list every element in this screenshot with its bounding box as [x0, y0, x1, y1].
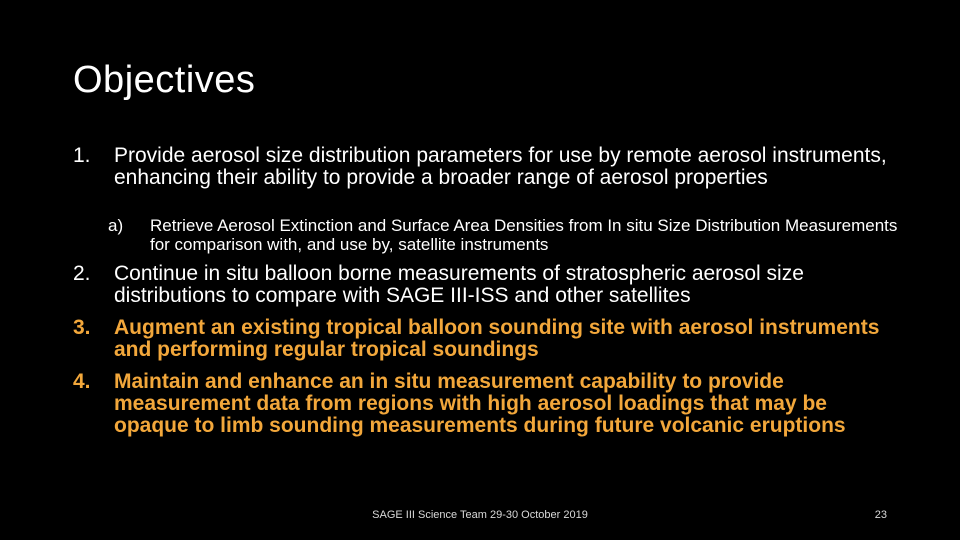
objective-text-2: Continue in situ balloon borne measurements of stratospheric aerosol size distributions to compare with SAGE III-ISS and other satellites — [114, 262, 804, 307]
objective-item-3 — [73, 317, 903, 361]
objective-item-1 — [73, 145, 903, 189]
objective-number-2: 2. — [73, 262, 91, 285]
objective-text-3: Augment an existing tropical balloon sounding site with aerosol instruments and performing regular tropical soundings — [114, 316, 880, 361]
subitem-text-a: Retrieve Aerosol Extinction and Surface Area Densities from In situ Size Distribution Measurements for comparison with, and use by, satellite instruments — [150, 216, 898, 254]
objective-number-4: 4. — [73, 370, 91, 393]
objective-number-1: 1. — [73, 144, 91, 167]
objective-text-4: Maintain and enhance an in situ measurement capability to provide measurement data from regions with high aerosol loadings that may be opaque to limb sounding measurements during future volcanic eruptions — [114, 370, 846, 437]
footer-event-text: SAGE III Science Team 29-30 October 2019 — [372, 509, 588, 521]
objective-item-4 — [73, 371, 903, 437]
objective-item-2 — [73, 263, 903, 307]
page-number: 23 — [874, 509, 887, 521]
objective-text-1: Provide aerosol size distribution parameters for use by remote aerosol instruments, enhancing their ability to provide a broader range of aerosol properties — [114, 144, 887, 189]
objective-number-3: 3. — [73, 316, 91, 339]
subitem-label-a: a) — [108, 216, 124, 235]
objective-subitem-a — [108, 216, 898, 254]
slide-title: Objectives — [73, 59, 256, 101]
